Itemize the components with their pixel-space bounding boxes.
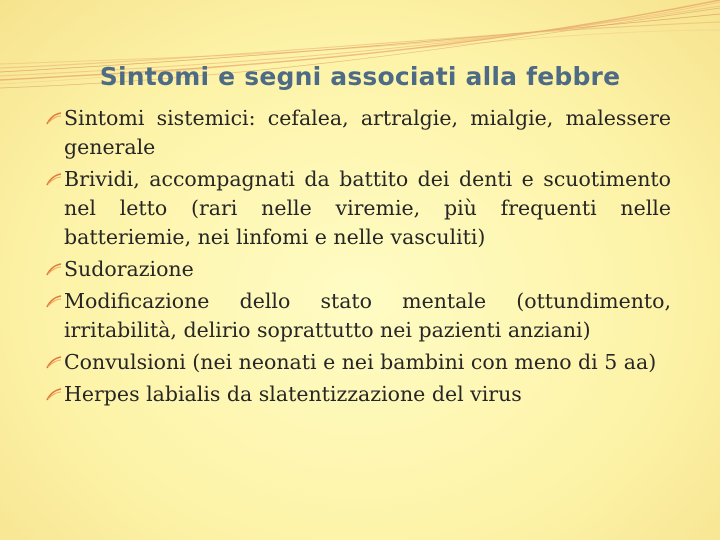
swoosh-bullet-icon (46, 112, 62, 125)
bullet-text: Convulsioni (nei neonati e nei bambini con meno di 5 aa) (64, 350, 657, 374)
bullet-item (46, 287, 671, 345)
swoosh-bullet-icon (46, 356, 62, 369)
swoosh-bullet-icon (46, 388, 62, 401)
slide-title: Sintomi e segni associati alla febbre (99, 62, 621, 91)
bullet-text: Herpes labialis da slatentizzazione del virus (64, 382, 522, 406)
swoosh-bullet-icon (46, 263, 62, 276)
bullet-item (46, 348, 671, 377)
bullet-item (46, 255, 671, 284)
bullet-text: Sintomi sistemici: cefalea, artralgie, mialgie, malessere generale (64, 106, 671, 159)
bullet-text: Modificazione dello stato mentale (ottundimento, irritabilità, delirio soprattutto nei pazienti anziani) (64, 289, 671, 342)
bullet-item (46, 380, 671, 409)
bullet-list (46, 104, 671, 412)
bullet-item (46, 104, 671, 162)
bullet-text: Sudorazione (64, 257, 194, 281)
swoosh-bullet-icon (46, 295, 62, 308)
bullet-text: Brividi, accompagnati da battito dei denti e scuotimento nel letto (rari nelle viremie, più frequenti nelle batteriemie, nei linfomi e nelle vasculiti) (64, 167, 671, 249)
swoosh-bullet-icon (46, 173, 62, 186)
bullet-item (46, 165, 671, 252)
